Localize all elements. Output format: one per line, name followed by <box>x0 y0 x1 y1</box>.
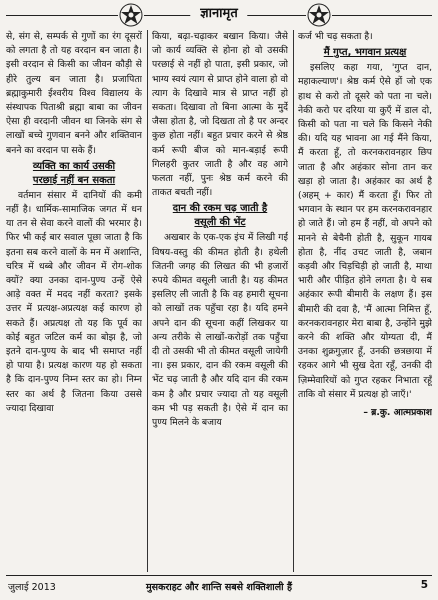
heading-line: दान की रकम चढ़ जाती है <box>172 203 268 215</box>
author-signature: – ब्र.कु. आत्मप्रकाश <box>363 407 432 419</box>
section-heading <box>298 46 432 60</box>
article-column-2 <box>152 30 288 574</box>
magazine-title: ज्ञानामृत <box>190 3 247 21</box>
footer-tagline: मुसकराहट और शान्ति सबसे शक्तिशाली हैं <box>145 582 293 593</box>
article-column-3 <box>298 30 432 574</box>
article-column-1 <box>6 30 142 574</box>
paragraph: वर्तमान संसार में दानियों की कमी नहीं है। धार्मिक-सामाजिक जगत में धन या तन से सेवा करने वालों की भरमार है। फिर भी कई बार सवाल पूछा जाता है कि इतना सब करने वालों के मन में अशान्ति, चरित्र में धब्बे और जीवन में रोग-शोक क्यों? क्या उनका दान-पुण्य उन्हें ऐसे आड़े वक्त में मदद नहीं करता? इसके उत्तर में प्रत्यक्ष-अप्रत्यक्ष कई कारण हो सकते हैं। अप्रत्यक्ष तो यह कि पूर्व का कोई बहुत जटिल कर्म का बोझ है, जो इतने दान-पुण्य के बाद भी समाप्त नहीं हो पाया है। प्रत्यक्ष कारण यह हो सकता है कि दान-पुण्य निम्न स्तर का हो। निम्न स्तर का अर्थ है जितना किया उससे ज्यादा दिखावा <box>6 189 142 414</box>
section-heading <box>6 160 142 188</box>
heading-line: मैं गुप्त, भगवान प्रत्यक्ष <box>323 47 407 59</box>
heading-line: वसूली की भेंट <box>194 217 246 229</box>
paragraph: इसलिए कहा गया, 'गुप्त दान, महाकल्याण'। श्रेष्ठ कर्म ऐसे हों जो एक हाथ से करो तो दूसरे को पता ना चले। नेकी करो पर दरिया या कुएँ में डाल दो, किसी को पता ना चले कि किसने नेकी की। यदि यह भावना आ गई मैंने किया, मैं करता हूँ, तो करनकरावनहार छिप जाता है और अहंकार सोना तान कर खड़ा हो जाता है। अहंकार का अर्थ है (अहम् + कार) मैं करता हूँ। फिर तो भगवान के स्थान पर हम करनकरावनहार हो जाते हैं। जो हम हैं नहीं, वो अपने को मानने से बेचैनी होती है, सुकून गायब होता है, नींद उचट जाती है, जबान कड़वी और चिड़चिड़ी हो जाती है, माथा भारी और पीड़ित होने लगता है। ये सब अहंकार रूपी बीमारी के लक्षण हैं। इस बीमारी की दवा है, 'मैं आत्मा निमित्त हूँ, करनकरावनहार मेरा बाबा है, उन्होंने मुझे करने की शक्ति और योग्यता दी, मैं उनका शुक्रगुज़ार हूँ, उनकी छत्रछाया में रहकर आगे भी सुख देता रहूँ, उनकी दी ज़िम्मेवारियों को गुप्त रहकर निभाता रहूँ ताकि वो संसार में प्रत्यक्ष हो जाएँ।' <box>298 62 432 400</box>
section-heading <box>152 202 288 230</box>
paragraph: किया, बढ़ा-चढ़ाकर बखान किया। जैसे जो कार्य व्यक्ति से होना हो वो उसकी परछाई से नहीं हो पाता, इसी प्रकार, जो भाग्य स्वयं त्याग से प्राप्त होने वाला हो वो त्याग के दिखावे मात्र से प्राप्त नहीं हो सकता। दिखावा तो बिना आत्मा के मुर्दे जैसा होता है, जो दिखता तो है पर अन्दर कुछ होता नहीं। बहुत प्रचार करने से श्रेष्ठ कर्म रूपी बीज को मान-बड़ाई रूपी गिलहरी कुतर जाती है और वह आगे फलता नहीं, पुनः श्रेष्ठ कर्म करने की ताकत बचती नहीं। <box>152 31 288 199</box>
heading-line: परछाई नहीं बन सकता <box>32 174 116 186</box>
paragraph: कर्ज भी चढ़ सकता है। <box>298 31 373 42</box>
page-header <box>6 2 432 28</box>
issue-date: जुलाई 2013 <box>8 582 56 593</box>
page-footer <box>6 575 432 598</box>
heading-line: व्यक्ति का कार्य उसकी <box>32 160 116 172</box>
paragraph: अखबार के एक-एक इंच में लिखी गई विषय-वस्तु की कीमत होती है। हथेली जितनी जगह की लिखत की भी हजारों रुपये कीमत वसूली जाती है। यह कीमत इसलिए ली जाती है कि वह हमारी सूचना को लाखों तक पहुँचा रहा है। यदि हमने अपने दान की सूचना कहीं लिखकर या अन्य तरीके से लाखों-करोड़ों तक पहुँचा दी तो उसकी भी तो कीमत वसूली जायेगी ना। इस प्रकार, दान की रकम वसूली की भेंट चढ़ जाती है और यदि दान की रकम कम है और प्रचार ज्यादा तो यह वसूली कम भी पड़ सकती है। ऐसे में दान का पुण्य मिलने के बजाय <box>152 232 288 429</box>
paragraph: से, संग से, सम्पर्क से गुणों का रंग दूसरों को लगता है तो यह वरदान बन जाता है। इसी वरदान से किसी का जीवन कौड़ी से हीरे तुल्य बन जाता है। प्रजापिता ब्रह्माकुमारी ईश्वरीय विश्व विद्यालय के संस्थापक पिताश्री ब्रह्मा बाबा का जीवन ऐसा ही वरदानी जीवन था जिनके संग से लाखों बच्चे गुणवान बनने और शक्तिवान बनने का वरदान पा सके हैं। <box>6 31 142 156</box>
column-divider <box>293 30 294 572</box>
column-divider <box>147 30 148 572</box>
page-number: 5 <box>420 579 428 591</box>
star-ornament-icon <box>306 2 332 28</box>
star-ornament-icon <box>118 2 144 28</box>
